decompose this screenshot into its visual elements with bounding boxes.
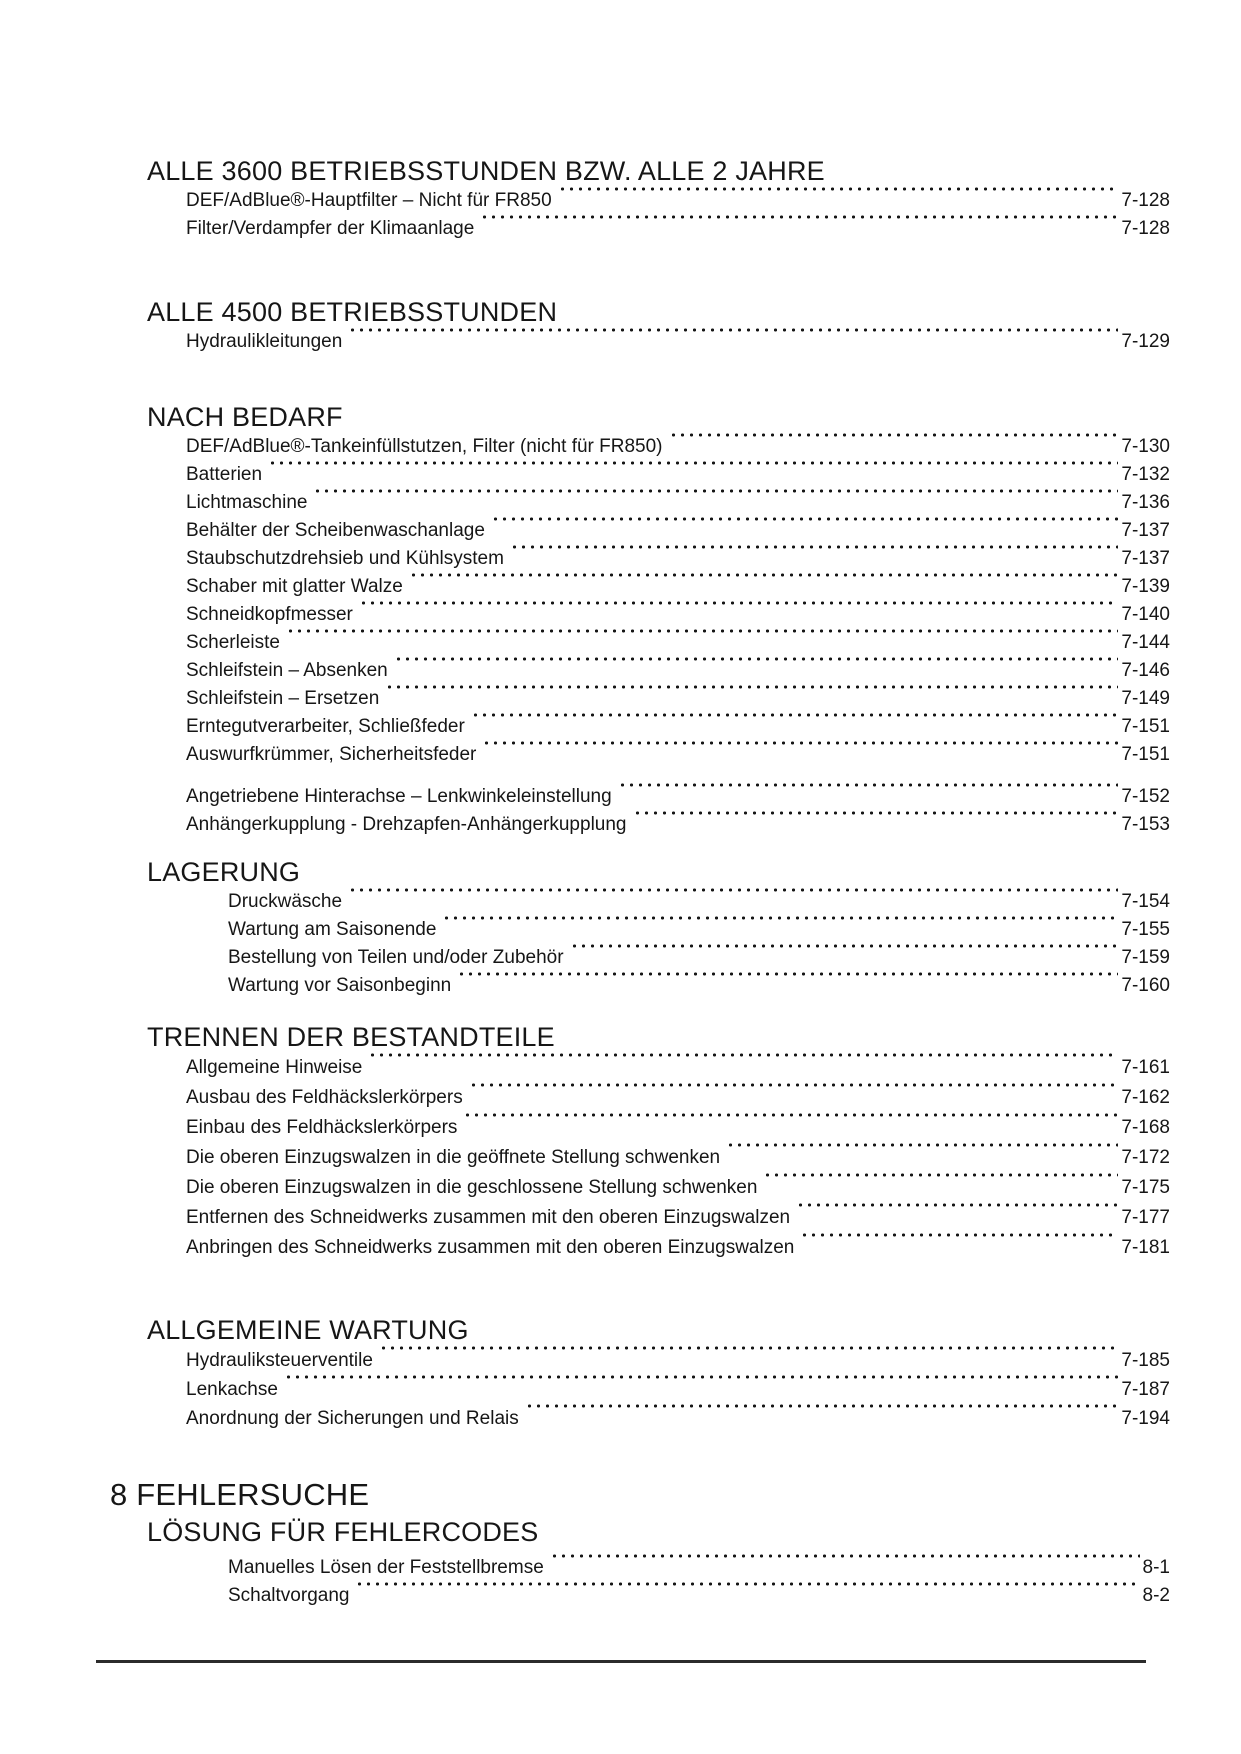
toc-entry-page: 7-181	[1121, 1237, 1170, 1258]
section-rows	[110, 1053, 1170, 1263]
section-alle-3600	[110, 0, 1170, 243]
toc-entry-page: 7-144	[1121, 632, 1170, 653]
toc-entry-title: Erntegutverarbeiter, Schließfeder	[186, 716, 465, 737]
toc-entry-page: 7-151	[1121, 716, 1170, 737]
toc-entry-title: Entfernen des Schneidwerks zusammen mit den oberen Einzugswalzen	[186, 1207, 791, 1228]
toc-entry	[110, 741, 1170, 769]
section-loesung-fehlercodes	[110, 1516, 1170, 1610]
chapter-heading: 8 FEHLERSUCHE	[110, 1477, 370, 1512]
dot-leader	[510, 545, 1118, 573]
toc-entry-page: 7-153	[1121, 814, 1170, 835]
toc-entry-page: 7-137	[1121, 520, 1170, 541]
toc-entry	[110, 517, 1170, 545]
toc-entry-title: Bestellung von Teilen und/oder Zubehör	[228, 947, 564, 968]
dot-leader	[525, 1404, 1119, 1433]
toc-entry	[110, 916, 1170, 944]
toc-entry	[110, 489, 1170, 517]
section-heading: LAGERUNG	[147, 857, 301, 887]
toc-entry-page: 7-139	[1121, 576, 1170, 597]
toc-entry-page: 7-146	[1121, 660, 1170, 681]
dot-leader	[348, 888, 1118, 916]
toc-entry	[110, 1554, 1170, 1582]
toc-entry-title: DEF/AdBlue®-Tankeinfüllstutzen, Filter (nicht für FR850)	[186, 436, 663, 457]
toc-entry-page: 7-177	[1121, 1207, 1170, 1228]
section-heading: TRENNEN DER BESTANDTEILE	[147, 1022, 555, 1052]
dot-leader	[368, 1053, 1118, 1083]
toc-entry-page: 7-151	[1121, 744, 1170, 765]
toc-entry	[110, 1346, 1170, 1375]
dot-leader	[550, 1554, 1140, 1582]
dot-leader	[359, 601, 1119, 629]
toc-entry-title: Anhängerkupplung - Drehzapfen-Anhängerkupplung	[186, 814, 627, 835]
section-rows	[110, 888, 1170, 1000]
toc-entry	[110, 811, 1170, 839]
dot-leader	[286, 629, 1118, 657]
toc-entry-page: 7-159	[1121, 947, 1170, 968]
toc-entry-page: 7-187	[1121, 1379, 1170, 1400]
toc-entry-title: Schaltvorgang	[228, 1585, 350, 1606]
toc-entry	[110, 888, 1170, 916]
toc-entry-page: 7-149	[1121, 688, 1170, 709]
toc-entry-title: Manuelles Lösen der Feststellbremse	[228, 1557, 544, 1578]
dot-leader	[726, 1143, 1118, 1173]
toc-entry	[110, 685, 1170, 713]
section-lagerung	[110, 856, 1170, 1000]
toc-entry-title: Anbringen des Schneidwerks zusammen mit den oberen Einzugswalzen	[186, 1237, 795, 1258]
toc-entry-title: Hydrauliksteuerventile	[186, 1350, 373, 1371]
toc-entry-page: 7-154	[1121, 891, 1170, 912]
toc-entry-title: Wartung am Saisonende	[228, 919, 437, 940]
toc-entry	[110, 545, 1170, 573]
dot-leader	[355, 1582, 1139, 1610]
toc-entry-page: 7-155	[1121, 919, 1170, 940]
toc-entry-page: 7-194	[1121, 1408, 1170, 1429]
section-trennen	[110, 1021, 1170, 1263]
section-rows	[110, 1346, 1170, 1433]
toc-entry-title: Hydraulikleitungen	[186, 331, 343, 352]
section-nach-bedarf	[110, 401, 1170, 839]
toc-entry	[110, 972, 1170, 1000]
dot-leader	[633, 811, 1119, 839]
toc-entry-title: Die oberen Einzugswalzen in die geöffnete Stellung schwenken	[186, 1147, 721, 1168]
toc-content	[110, 0, 1170, 1663]
toc-entry	[110, 187, 1170, 215]
toc-entry-title: Schneidkopfmesser	[186, 604, 353, 625]
toc-entry	[110, 1203, 1170, 1233]
toc-entry-title: Filter/Verdampfer der Klimaanlage	[186, 218, 475, 239]
toc-entry-page: 7-140	[1121, 604, 1170, 625]
toc-entry	[110, 783, 1170, 811]
dot-leader	[284, 1375, 1118, 1404]
dot-leader	[394, 657, 1119, 685]
dot-leader	[558, 187, 1119, 215]
toc-entry-page: 7-128	[1121, 190, 1170, 211]
dot-leader	[409, 573, 1119, 601]
dot-leader	[379, 1346, 1118, 1375]
dot-leader	[482, 741, 1118, 769]
section-rows	[110, 1554, 1170, 1610]
section-rows	[110, 328, 1170, 356]
dot-leader	[442, 916, 1118, 944]
toc-entry-page: 7-152	[1121, 786, 1170, 807]
toc-entry	[110, 433, 1170, 461]
bottom-rule	[96, 1660, 1146, 1663]
toc-entry-title: Batterien	[186, 464, 263, 485]
section-heading: ALLGEMEINE WARTUNG	[147, 1315, 469, 1345]
toc-entry	[110, 629, 1170, 657]
toc-entry-page: 7-137	[1121, 548, 1170, 569]
section-heading: ALLE 4500 BETRIEBSSTUNDEN	[147, 297, 558, 327]
dot-leader	[471, 713, 1119, 741]
toc-entry-title: Schleifstein – Absenken	[186, 660, 388, 681]
section-heading: NACH BEDARF	[147, 402, 343, 432]
toc-entry-title: Druckwäsche	[228, 891, 343, 912]
section-heading: LÖSUNG FÜR FEHLERCODES	[147, 1517, 539, 1547]
dot-leader	[491, 517, 1118, 545]
toc-entry-page: 7-132	[1121, 464, 1170, 485]
toc-entry	[110, 328, 1170, 356]
toc-entry-page: 8-2	[1142, 1585, 1170, 1606]
toc-entry-page: 7-175	[1121, 1177, 1170, 1198]
toc-entry	[110, 1404, 1170, 1433]
toc-entry-page: 7-128	[1121, 218, 1170, 239]
section-allgemeine-wartung	[110, 1314, 1170, 1433]
dot-leader	[800, 1233, 1118, 1263]
toc-entry	[110, 215, 1170, 243]
section-alle-4500	[110, 296, 1170, 356]
toc-entry-page: 7-172	[1121, 1147, 1170, 1168]
toc-entry-title: Ausbau des Feldhäckslerkörpers	[186, 1087, 463, 1108]
toc-entry-page: 7-130	[1121, 436, 1170, 457]
toc-entry-title: Schaber mit glatter Walze	[186, 576, 403, 597]
toc-entry-page: 8-1	[1142, 1557, 1170, 1578]
toc-entry	[110, 1375, 1170, 1404]
toc-entry-title: Wartung vor Saisonbeginn	[228, 975, 452, 996]
toc-entry	[110, 461, 1170, 489]
toc-entry	[110, 713, 1170, 741]
toc-entry-title: Staubschutzdrehsieb und Kühlsystem	[186, 548, 504, 569]
section-heading: ALLE 3600 BETRIEBSSTUNDEN BZW. ALLE 2 JAHRE	[147, 156, 825, 186]
toc-entry-title: Lichtmaschine	[186, 492, 308, 513]
toc-entry-title: Auswurfkrümmer, Sicherheitsfeder	[186, 744, 477, 765]
dot-leader	[268, 461, 1118, 489]
dot-leader	[796, 1203, 1118, 1233]
toc-entry	[110, 601, 1170, 629]
toc-entry-title: Schleifstein – Ersetzen	[186, 688, 380, 709]
toc-entry-title: Angetriebene Hinterachse – Lenkwinkeleinstellung	[186, 786, 612, 807]
toc-entry	[110, 1233, 1170, 1263]
toc-entry-page: 7-162	[1121, 1087, 1170, 1108]
toc-entry	[110, 944, 1170, 972]
dot-leader	[763, 1173, 1118, 1203]
dot-leader	[480, 215, 1118, 243]
toc-entry	[110, 1173, 1170, 1203]
toc-entry	[110, 1143, 1170, 1173]
dot-leader	[348, 328, 1118, 356]
dot-leader	[618, 783, 1119, 811]
toc-entry-page: 7-160	[1121, 975, 1170, 996]
toc-entry-title: Scherleiste	[186, 632, 280, 653]
toc-entry-title: Die oberen Einzugswalzen in die geschlossene Stellung schwenken	[186, 1177, 758, 1198]
toc-entry-page: 7-136	[1121, 492, 1170, 513]
toc-entry-title: Anordnung der Sicherungen und Relais	[186, 1408, 519, 1429]
toc-entry	[110, 1053, 1170, 1083]
toc-entry-title: Behälter der Scheibenwaschanlage	[186, 520, 485, 541]
toc-entry	[110, 573, 1170, 601]
toc-entry-title: Lenkachse	[186, 1379, 278, 1400]
toc-entry-title: DEF/AdBlue®-Hauptfilter – Nicht für FR850	[186, 190, 552, 211]
toc-entry-page: 7-129	[1121, 331, 1170, 352]
section-rows	[110, 187, 1170, 243]
toc-entry-page: 7-161	[1121, 1057, 1170, 1078]
toc-entry-title: Einbau des Feldhäckslerkörpers	[186, 1117, 458, 1138]
toc-entry-page: 7-168	[1121, 1117, 1170, 1138]
toc-entry-title: Allgemeine Hinweise	[186, 1057, 363, 1078]
toc-entry-page: 7-185	[1121, 1350, 1170, 1371]
toc-entry	[110, 1083, 1170, 1113]
toc-entry	[110, 1113, 1170, 1143]
dot-leader	[669, 433, 1119, 461]
dot-leader	[570, 944, 1119, 972]
section-rows	[110, 433, 1170, 839]
dot-leader	[385, 685, 1118, 713]
dot-leader	[469, 1083, 1119, 1113]
toc-entry	[110, 657, 1170, 685]
toc-entry	[110, 1582, 1170, 1610]
dot-leader	[457, 972, 1118, 1000]
dot-leader	[463, 1113, 1118, 1143]
dot-leader	[313, 489, 1118, 517]
